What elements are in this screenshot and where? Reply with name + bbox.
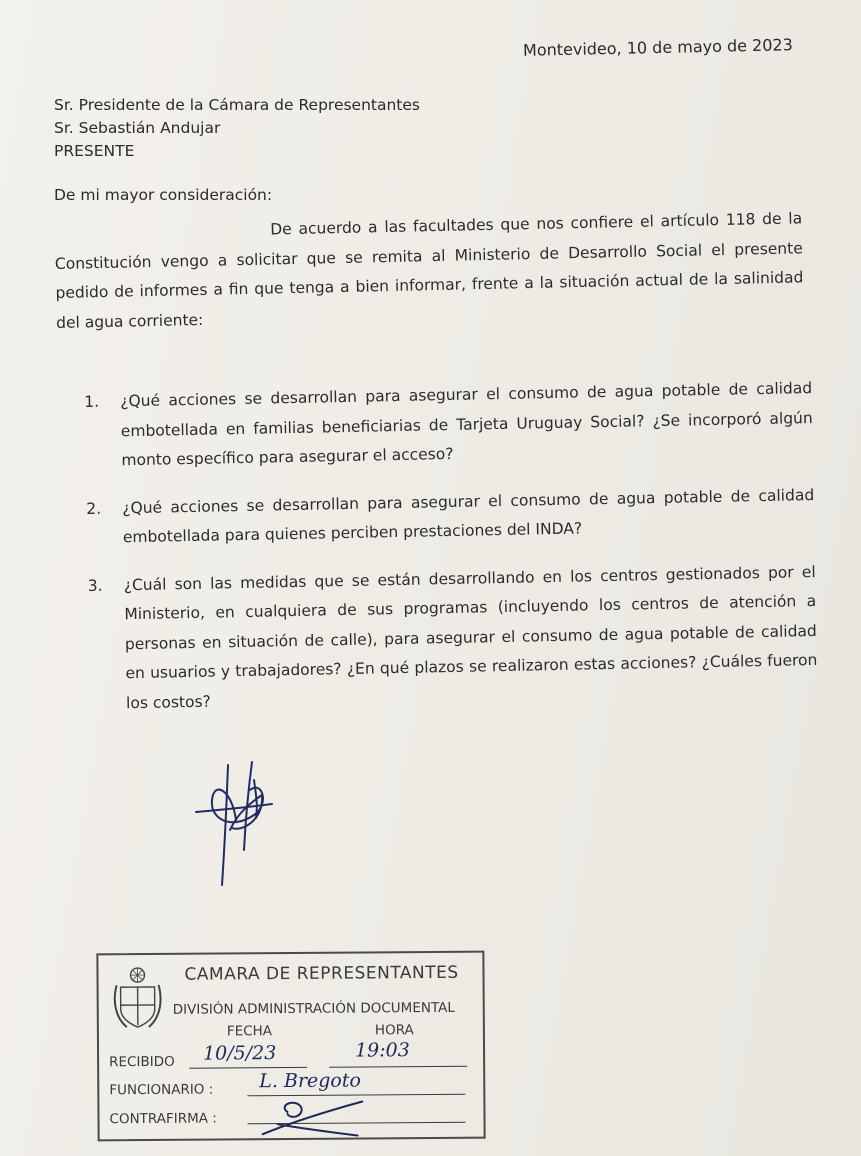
addressee-line-2: Sr. Sebastián Andujar: [54, 119, 221, 137]
letter-date: Montevideo, 10 de mayo de 2023: [523, 35, 794, 60]
fecha-label: FECHA: [226, 1023, 273, 1040]
question-number: 1.: [84, 392, 100, 411]
questions-list: [84, 374, 819, 737]
funcionario-handwritten: L. Bregoto: [259, 1069, 361, 1093]
question-item: [88, 557, 819, 718]
question-item: [84, 374, 814, 476]
question-number: 3.: [87, 576, 103, 595]
funcionario-label: FUNCIONARIO :: [109, 1081, 214, 1099]
stamp-subtitle: DIVISIÓN ADMINISTRACIÓN DOCUMENTAL: [172, 999, 455, 1018]
question-text: ¿Cuál son las medidas que se están desarrollando en los centros gestionados por el Ministerio, en cualquiera de sus programas (incluyendo los centros de atención a personas en situación de calle), para asegurar el consumo de agua potable de calidad en usuarios y trabajadores? ¿En qué plazos se realizaron estas acciones? ¿Cuáles fueron los costos?: [123, 562, 818, 712]
reception-stamp: [96, 951, 485, 1142]
recibido-fecha-line: [189, 1067, 307, 1069]
contrafirma-signature: [257, 1093, 367, 1138]
intro-paragraph: [54, 204, 804, 338]
intro-text: De acuerdo a las facultades que nos confiere el artículo 118 de la Constitución vengo a solicitar que se remita al Ministerio de Desarrollo Social el presente pedido de informes a fin que tenga a bien informar, frente a la situación actual de la salinidad del agua corriente:: [54, 209, 804, 332]
addressee-line-1: Sr. Presidente de la Cámara de Representantes: [54, 96, 420, 114]
question-number: 2.: [86, 499, 102, 518]
handwritten-signature: [192, 760, 282, 890]
contrafirma-label: CONTRAFIRMA :: [109, 1110, 217, 1128]
coat-of-arms-icon: [112, 965, 162, 1031]
greeting: De mi mayor consideración:: [54, 186, 273, 204]
stamp-title: CAMARA DE REPRESENTANTES: [184, 962, 459, 985]
question-item: [86, 481, 815, 554]
recibido-hora-line: [329, 1066, 467, 1068]
addressee-line-3: PRESENTE: [54, 142, 135, 160]
recibido-fecha-handwritten: 10/5/23: [202, 1042, 277, 1065]
question-text: ¿Qué acciones se desarrollan para asegurar el consumo de agua potable de calidad embotellada en familias beneficiarias de Tarjeta Uruguay Social? ¿Se incorporó algún monto específico para asegurar el acceso?: [120, 379, 813, 470]
recibido-label: RECIBIDO: [109, 1053, 175, 1071]
question-text: ¿Qué acciones se desarrollan para asegurar el consumo de agua potable de calidad embotellada para quienes perciben prestaciones del INDA?: [122, 485, 815, 547]
addressee-block: [54, 94, 420, 163]
hora-label: HORA: [374, 1022, 414, 1039]
recibido-hora-handwritten: 19:03: [354, 1039, 410, 1062]
